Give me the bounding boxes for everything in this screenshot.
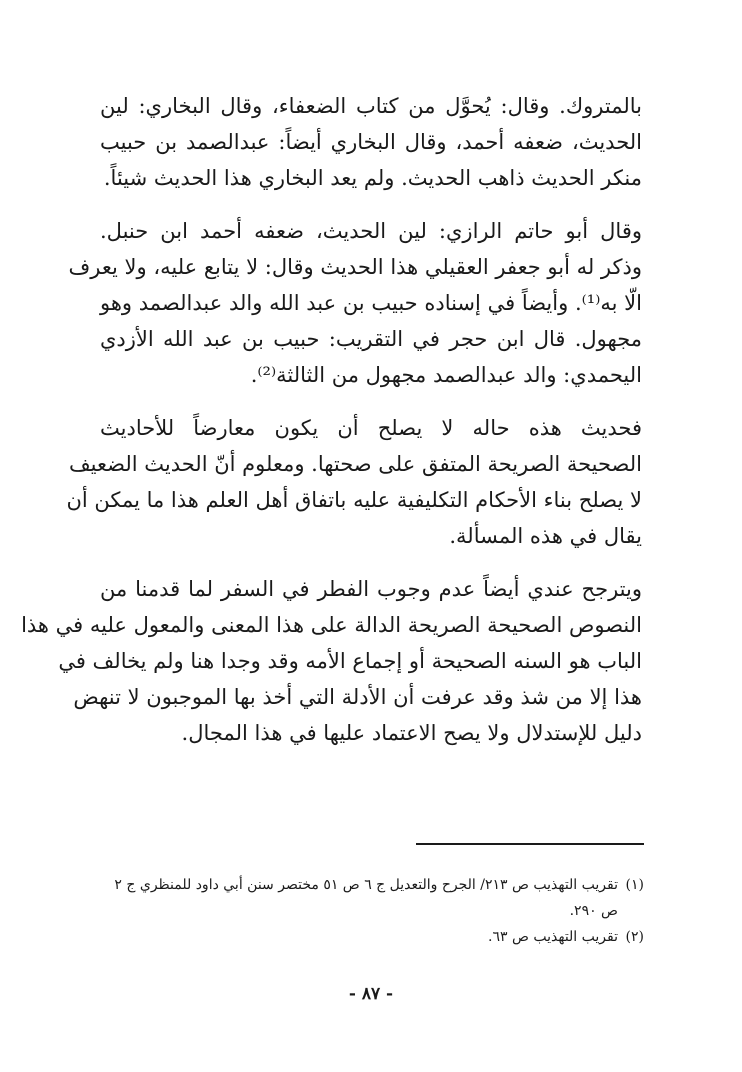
footnote-divider [416, 843, 644, 845]
footnote-text: تقريب التهذيب ص ٢١٣/ الجرح والتعديل ج ٦ ص ٥١ مختصر سنن أبي داود للمنظري ج ٢ ص ٢٩٠. [114, 877, 618, 919]
text-line: الصحيحة الصريحة المتفق على صحتها. ومعلوم أنّ الحديث الضعيف [68, 452, 642, 476]
text-line: لا يصلح بناء الأحكام التكليفية عليه باتفاق أهل العلم هذا ما يمكن أن [66, 488, 642, 512]
text-line: هذا إلا من شذ وقد عرفت أن الأدلة التي أخذ بها الموجبون لا تنهض [73, 685, 642, 709]
text-line: مجهول. قال ابن حجر في التقريب: حبيب بن عبد الله الأزدي [100, 327, 642, 351]
text-line: فحديث هذه حاله لا يصلح أن يكون معارضاً للأحاديث [100, 416, 642, 440]
footnote-1 [98, 872, 644, 924]
main-text [21, 88, 642, 751]
footnote-2 [98, 924, 644, 950]
page-number: - ٨٧ - [348, 984, 394, 1004]
text-line: وذكر له أبو جعفر العقيلي هذا الحديث وقال: لا يتابع عليه، ولا يعرف [68, 255, 642, 279]
text-line: الحديث، ضعفه أحمد، وقال البخاري أيضاً: عبدالصمد بن حبيب [100, 130, 642, 154]
footnote-number: (١) [625, 877, 644, 893]
paragraph-4 [21, 571, 642, 751]
paragraph-2 [68, 213, 642, 393]
text-line: الباب هو السنه الصحيحة أو إجماع الأمه وقد وجدا هنا ولم يخالف في [58, 649, 642, 673]
text-line: منكر الحديث ذاهب الحديث. ولم يعد البخاري هذا الحديث شيئاً. [103, 166, 642, 190]
text-line: اليحمدي: والد عبدالصمد مجهول من الثالثة⁽²⁾. [250, 363, 642, 387]
footnote-text: تقريب التهذيب ص ٦٣. [488, 929, 618, 945]
footnote-number: (٢) [625, 929, 644, 945]
text-line: وقال أبو حاتم الرازي: لين الحديث، ضعفه أحمد ابن حنبل. [100, 219, 642, 243]
text-line: النصوص الصحيحة الصريحة الدالة على هذا المعنى والمعول عليه في هذا [21, 613, 642, 637]
text-line: ويترجح عندي أيضاً عدم وجوب الفطر في السفر لما قدمنا من [100, 577, 642, 601]
text-line: يقال في هذه المسألة. [449, 524, 642, 548]
footnotes [98, 872, 644, 950]
paragraph-3 [66, 410, 642, 554]
text-line: دليل للإستدلال ولا يصح الاعتماد عليها في هذا المجال. [181, 721, 642, 745]
paragraph-1 [100, 88, 642, 196]
text-line: الّا به⁽¹⁾. وأيضاً في إسناده حبيب بن عبد الله والد عبدالصمد وهو [100, 291, 642, 315]
text-line: بالمتروك. وقال: يُحوَّل من كتاب الضعفاء، وقال البخاري: لين [100, 94, 642, 118]
